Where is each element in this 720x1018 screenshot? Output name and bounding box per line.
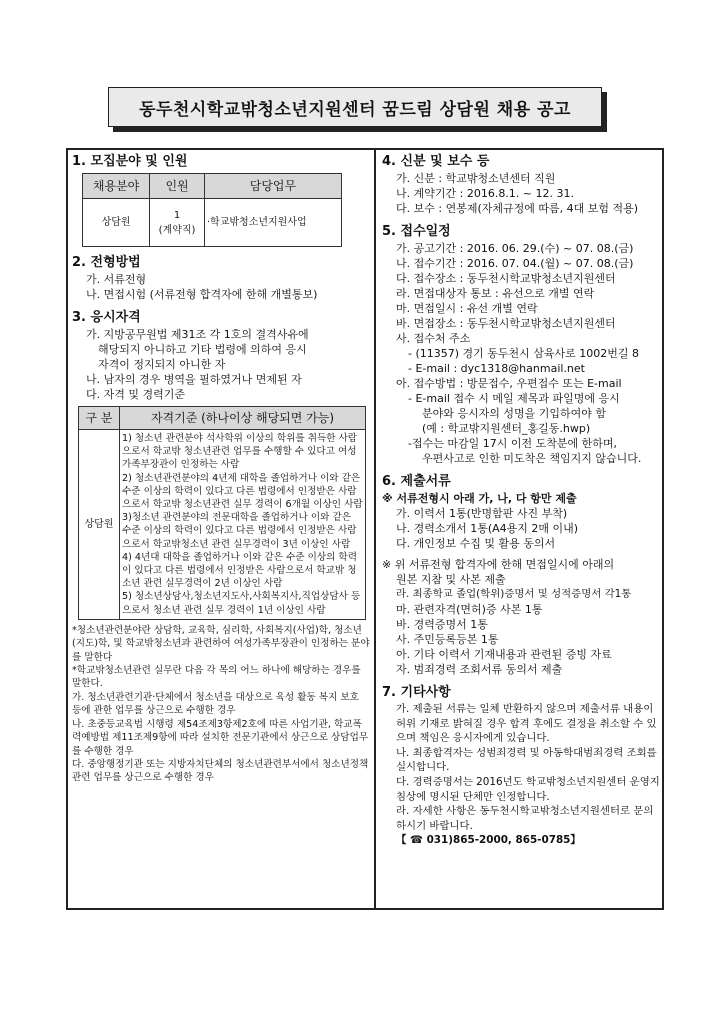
text-line: 나. 남자의 경우 병역을 필하였거나 면제된 자 xyxy=(86,373,302,386)
text-line: 다. 보수 : 연봉제(자체규정에 따름, 4대 보험 적용) xyxy=(396,202,639,215)
text-line: 자격이 정지되지 아니한 자 xyxy=(98,358,226,371)
text-line: 자. 범죄경력 조회서류 동의서 제출 xyxy=(396,663,563,676)
text-line: 라. 면접대상자 통보 : 유선으로 개별 연락 xyxy=(396,287,595,300)
table-header: 채용분야 xyxy=(83,174,150,199)
text-para: 나. 최종합격자는 성범죄경력 및 아동학대범죄경력 조회를 실시합니다. xyxy=(396,746,657,774)
column-divider xyxy=(374,148,376,910)
section-6-heading: 6. 제출서류 xyxy=(382,474,451,489)
section-5-heading: 5. 접수일정 xyxy=(382,224,451,239)
text-line: 나. 계약기간 : 2016.8.1. ~ 12. 31. xyxy=(396,187,574,200)
text-para: 가. 제출된 서류는 일체 반환하지 않으며 제출서류 내용이 허위 기재로 밝혀질 경우 합격 후에도 결정을 취소할 수 있으며 책임은 응시자에게 있습니다. xyxy=(396,703,657,745)
criteria-item: 4) 4년대 대학을 졸업하거나 이와 같은 수준 이상의 학력이 있다고 다른 법령에서 인정받은 사람으로서 학교밖 청소년 관련 실무경력이 2년 이상인 사람 xyxy=(122,551,357,590)
text-line: 우편사고로 인한 미도착은 책임지지 않습니다. xyxy=(422,452,642,465)
text-line: 아. 기타 이력서 기재내용과 관련된 증빙 자료 xyxy=(396,648,612,661)
criteria-item: 5) 청소년상담사,청소년지도사,사회복지사,직업상담사 등으로서 청소년 관련 실무 경력이 1년 이상인 사람 xyxy=(122,591,361,616)
text-line: 가. 공고기간 : 2016. 06. 29.(수) ~ 07. 08.(금) xyxy=(396,242,634,255)
note-item: *학교밖청소년관련 실무란 다음 각 목의 어느 하나에 해당하는 경우를 말한다. xyxy=(72,665,361,690)
email-line: - E-mail : dyc1318@hanmail.net xyxy=(408,362,585,375)
note-item: 나. 초중등교육법 시행령 제54조제3항제2호에 따른 사업기관, 학교폭력예방법 제11조제9항에 따라 설치한 전문기관에서 상근으로 상담업무를 수행한 경우 xyxy=(72,718,369,757)
table-cell: 상담원 xyxy=(79,430,120,620)
text-line: ※ 위 서류전형 합격자에 한해 면접일시에 아래의 xyxy=(382,558,615,571)
note-item: 가. 청소년관련기관·단체에서 청소년을 대상으로 육성 활동 복지 보호 등에 관한 업무를 상근으로 수행한 경우 xyxy=(72,691,359,717)
text-line: 라. 최종학교 졸업(학위)증명서 및 성적증명서 각1통 xyxy=(396,588,632,600)
text-line: - E-mail 접수 시 메일 제목과 파일명에 응시 xyxy=(408,392,620,405)
table-cell: 1 (계약직) xyxy=(150,199,205,247)
phone-line: 【 ☎ 031)865-2000, 865-0785】 xyxy=(396,834,581,847)
section-3-heading: 3. 응시자격 xyxy=(72,310,141,325)
text-line: 나. 경력소개서 1통(A4용지 2매 이내) xyxy=(396,522,579,535)
table-header: 담당업무 xyxy=(204,174,341,199)
page-title: 동두천시학교밖청소년지원센터 꿈드림 상담원 채용 공고 xyxy=(108,87,602,127)
text-line: (예 : 학교밖지원센터_홍길동.hwp) xyxy=(422,422,591,435)
section-4-heading: 4. 신분 및 보수 등 xyxy=(382,154,490,169)
text-line: 원본 지참 및 사본 제출 xyxy=(396,573,506,586)
left-column xyxy=(72,152,370,785)
recruit-table xyxy=(82,173,342,247)
text-line: 가. 지방공무원법 제31조 각 1호의 결격사유에 xyxy=(86,328,309,341)
criteria-cell xyxy=(120,430,366,620)
text-line: 마. 관련자격(면허)증 사본 1통 xyxy=(396,603,543,616)
text-line: 다. 개인정보 수집 및 활용 동의서 xyxy=(396,537,556,550)
text-line: 나. 면접시험 (서류전형 합격자에 한해 개별통보) xyxy=(86,288,318,301)
text-line: 아. 접수방법 : 방문접수, 우편접수 또는 E-mail xyxy=(396,377,622,390)
note-item: 다. 중앙행정기관 또는 지방자치단체의 청소년관련부서에서 청소년정책 관련 업무를 상근으로 수행한 경우 xyxy=(72,758,369,784)
note-item: *청소년관련분야란 상담학, 교육학, 심리학, 사회복지(사업)학, 청소년(지도)학, 및 학교밖청소년과 관련하여 여성가족부장관이 인정하는 분야를 말한다 xyxy=(72,624,370,663)
text-line: ※ 서류전형시 아래 가, 나, 다 항만 제출 xyxy=(382,492,577,505)
text-line: 나. 접수기간 : 2016. 07. 04.(월) ~ 07. 08.(금) xyxy=(396,257,634,270)
qualification-table xyxy=(78,406,366,620)
text-line: 바. 경력증명서 1통 xyxy=(396,618,488,631)
text-line: 분야와 응시자의 성명을 기입하여야 함 xyxy=(422,407,607,420)
text-line: 다. 접수장소 : 동두천시학교밖청소년지원센터 xyxy=(396,272,616,285)
text-line: 다. 자격 및 경력기준 xyxy=(86,388,185,401)
address-line: - (11357) 경기 동두천시 삼육사로 1002번길 8 xyxy=(408,347,640,360)
table-header: 자격기준 (하나이상 해당되면 가능) xyxy=(120,407,366,430)
table-header: 구 분 xyxy=(79,407,120,430)
text-para: 라. 자세한 사항은 동두천시학교밖청소년지원센터로 문의하시기 바랍니다. xyxy=(396,805,654,832)
notes xyxy=(72,624,370,785)
text-line: 가. 서류전형 xyxy=(86,273,147,286)
right-column xyxy=(382,152,660,848)
text-line: -접수는 마감일 17시 이전 도착분에 한하며, xyxy=(408,437,617,450)
section-7-heading: 7. 기타사항 xyxy=(382,685,451,700)
section-1-heading: 1. 모집분야 및 인원 xyxy=(72,154,188,169)
table-cell: ·학교밖청소년지원사업 xyxy=(204,199,341,247)
text-line: 사. 접수처 주소 xyxy=(396,332,471,345)
table-cell: 상담원 xyxy=(83,199,150,247)
text-line: 가. 이력서 1통(반명함판 사진 부착) xyxy=(396,507,568,520)
criteria-item: 3)청소년 관련분야의 전문대학을 졸업하거나 이와 같은 수준 이상의 학력이 있다고 다른 법령에서 인정받은 사람으로서 학교밖청소년 관련 실무경력이 3년 이상인 사람 xyxy=(122,512,357,550)
text-line: 바. 면접장소 : 동두천시학교밖청소년지원센터 xyxy=(396,317,616,330)
text-line: 사. 주민등록등본 1통 xyxy=(396,633,499,646)
criteria-item: 1) 청소년 관련분야 석사학위 이상의 학위를 취득한 사람으로서 학교밖 청소년관련 업무를 수행할 수 있다고 여성가족부장관이 인정하는 사람 xyxy=(122,433,358,471)
table-header: 인원 xyxy=(150,174,205,199)
section-2-heading: 2. 전형방법 xyxy=(72,255,141,270)
criteria-item: 2) 청소년관련분야의 4년제 대학을 졸업하거나 이와 같은 수준 이상의 학력이 있다고 다른 법령에서 인정받은 사람으로서 학교밖 청소년관련 실무 경력이 6개월 이상인 사람 xyxy=(122,472,363,511)
text-line: 마. 면접일시 : 유선 개별 연락 xyxy=(396,302,538,315)
text-para: 다. 경력증명서는 2016년도 학교밖청소년지원센터 운영지침상에 명시된 단체만 인정합니다. xyxy=(396,775,660,803)
text-line: 가. 신분 : 학교밖청소년센터 직원 xyxy=(396,172,556,185)
text-line: 해당되지 아니하고 기타 법령에 의하여 응시 xyxy=(98,343,307,356)
